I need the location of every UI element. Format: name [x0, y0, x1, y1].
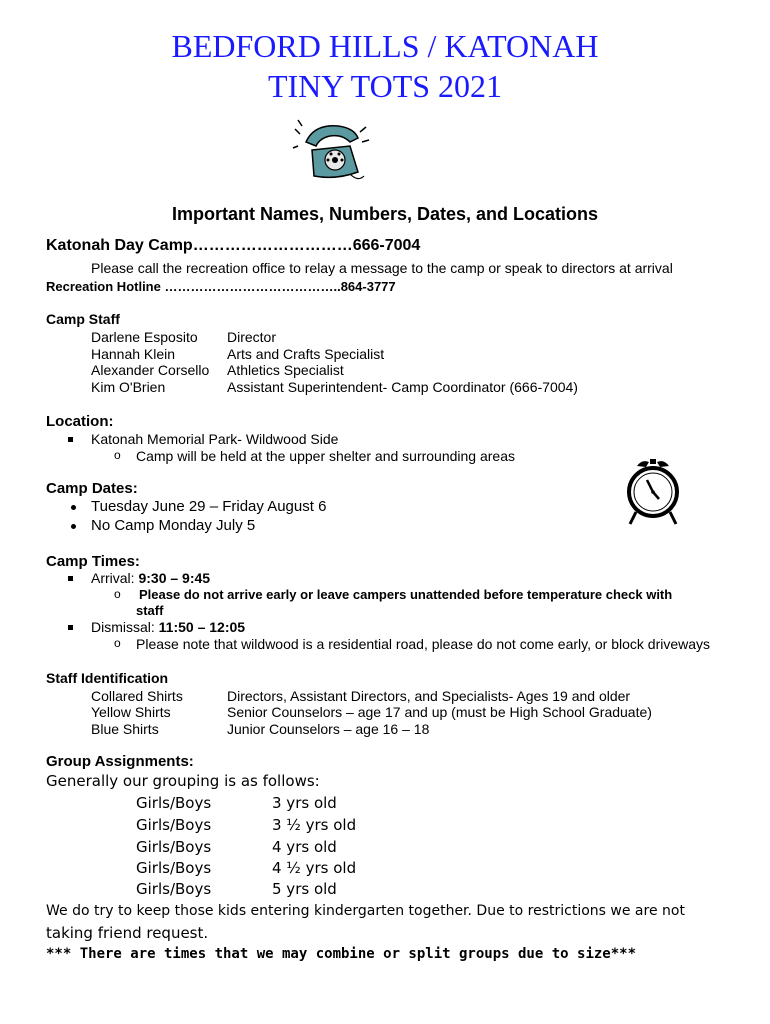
group-label: Girls/Boys: [136, 859, 212, 877]
group-age: 5 yrs old: [272, 880, 337, 898]
group-age: 4 ½ yrs old: [272, 859, 357, 877]
arrival-note: Please do not arrive early or leave campers unattended before temperature check with: [139, 587, 673, 602]
arrival-time: 9:30 – 9:45: [138, 570, 211, 586]
section-heading-important: Important Names, Numbers, Dates, and Locations: [171, 204, 599, 224]
circle-bullet-icon: o: [114, 636, 121, 650]
telephone-icon: [292, 112, 370, 184]
group-note-cont: taking friend request.: [46, 924, 209, 942]
shirt-desc: Junior Counselors – age 16 – 18: [227, 721, 430, 737]
group-label: Girls/Boys: [136, 794, 212, 812]
alarm-clock-icon: [624, 456, 682, 526]
staff-name: Hannah Klein: [91, 346, 176, 362]
shirt-desc: Senior Counselors – age 17 and up (must be High School Graduate): [227, 704, 652, 720]
group-label: Girls/Boys: [136, 816, 212, 834]
shirt-type: Blue Shirts: [91, 721, 159, 737]
dismissal-time: 11:50 – 12:05: [158, 619, 246, 635]
arrival-label: Arrival:: [91, 570, 139, 586]
group-intro: Generally our grouping is as follows:: [46, 772, 320, 790]
arrival-note-cont: staff: [136, 603, 164, 618]
location-item: Katonah Memorial Park- Wildwood Side: [91, 431, 339, 447]
group-age: 4 yrs old: [272, 838, 337, 856]
camp-times-heading: Camp Times:: [46, 553, 140, 570]
staff-role: Director: [227, 329, 277, 345]
camp-staff-heading: Camp Staff: [46, 311, 120, 327]
group-footer-note: *** There are times that we may combine or split groups due to size***: [46, 946, 637, 962]
dismissal-note: Please note that wildwood is a residential road, please do not come early, or block driveways: [136, 636, 711, 652]
staff-role: Athletics Specialist: [227, 362, 344, 378]
square-bullet-icon: [68, 576, 73, 581]
day-camp-phone: Katonah Day Camp…………………………666-7004: [46, 237, 421, 254]
group-assignments-heading: Group Assignments:: [46, 753, 194, 770]
recreation-hotline: Recreation Hotline …………………………………..864-3777: [46, 279, 396, 294]
staff-name: Darlene Esposito: [91, 329, 198, 345]
location-heading: Location:: [46, 413, 114, 430]
dot-bullet-icon: [71, 505, 76, 510]
page-title-line1: BEDFORD HILLS / KATONAH: [171, 28, 599, 64]
staff-name: Kim O'Brien: [91, 379, 166, 395]
dot-bullet-icon: [71, 524, 76, 529]
square-bullet-icon: [68, 437, 73, 442]
camp-date-item: Tuesday June 29 – Friday August 6: [91, 498, 327, 515]
group-note: We do try to keep those kids entering kindergarten together. Due to restrictions we are not: [46, 903, 685, 919]
page-title-line2: TINY TOTS 2021: [267, 68, 503, 104]
camp-date-item: No Camp Monday July 5: [91, 517, 256, 534]
shirt-type: Yellow Shirts: [91, 704, 171, 720]
group-age: 3 yrs old: [272, 794, 337, 812]
circle-bullet-icon: o: [114, 587, 121, 601]
day-camp-note: Please call the recreation office to relay a message to the camp or speak to directors at arrival: [91, 260, 673, 276]
group-age: 3 ½ yrs old: [272, 816, 357, 834]
staff-id-heading: Staff Identification: [46, 670, 169, 686]
shirt-type: Collared Shirts: [91, 688, 183, 704]
square-bullet-icon: [68, 625, 73, 630]
location-sub-item: Camp will be held at the upper shelter and surrounding areas: [136, 448, 516, 464]
staff-role: Assistant Superintendent- Camp Coordinator (666-7004): [227, 379, 578, 395]
staff-role: Arts and Crafts Specialist: [227, 346, 385, 362]
group-label: Girls/Boys: [136, 838, 212, 856]
group-label: Girls/Boys: [136, 880, 212, 898]
arrival-row: [91, 570, 210, 586]
circle-bullet-icon: o: [114, 448, 121, 462]
camp-dates-heading: Camp Dates:: [46, 480, 138, 497]
dismissal-label: Dismissal:: [91, 619, 159, 635]
dismissal-row: [91, 619, 245, 635]
shirt-desc: Directors, Assistant Directors, and Specialists- Ages 19 and older: [227, 688, 631, 704]
staff-name: Alexander Corsello: [91, 362, 210, 378]
